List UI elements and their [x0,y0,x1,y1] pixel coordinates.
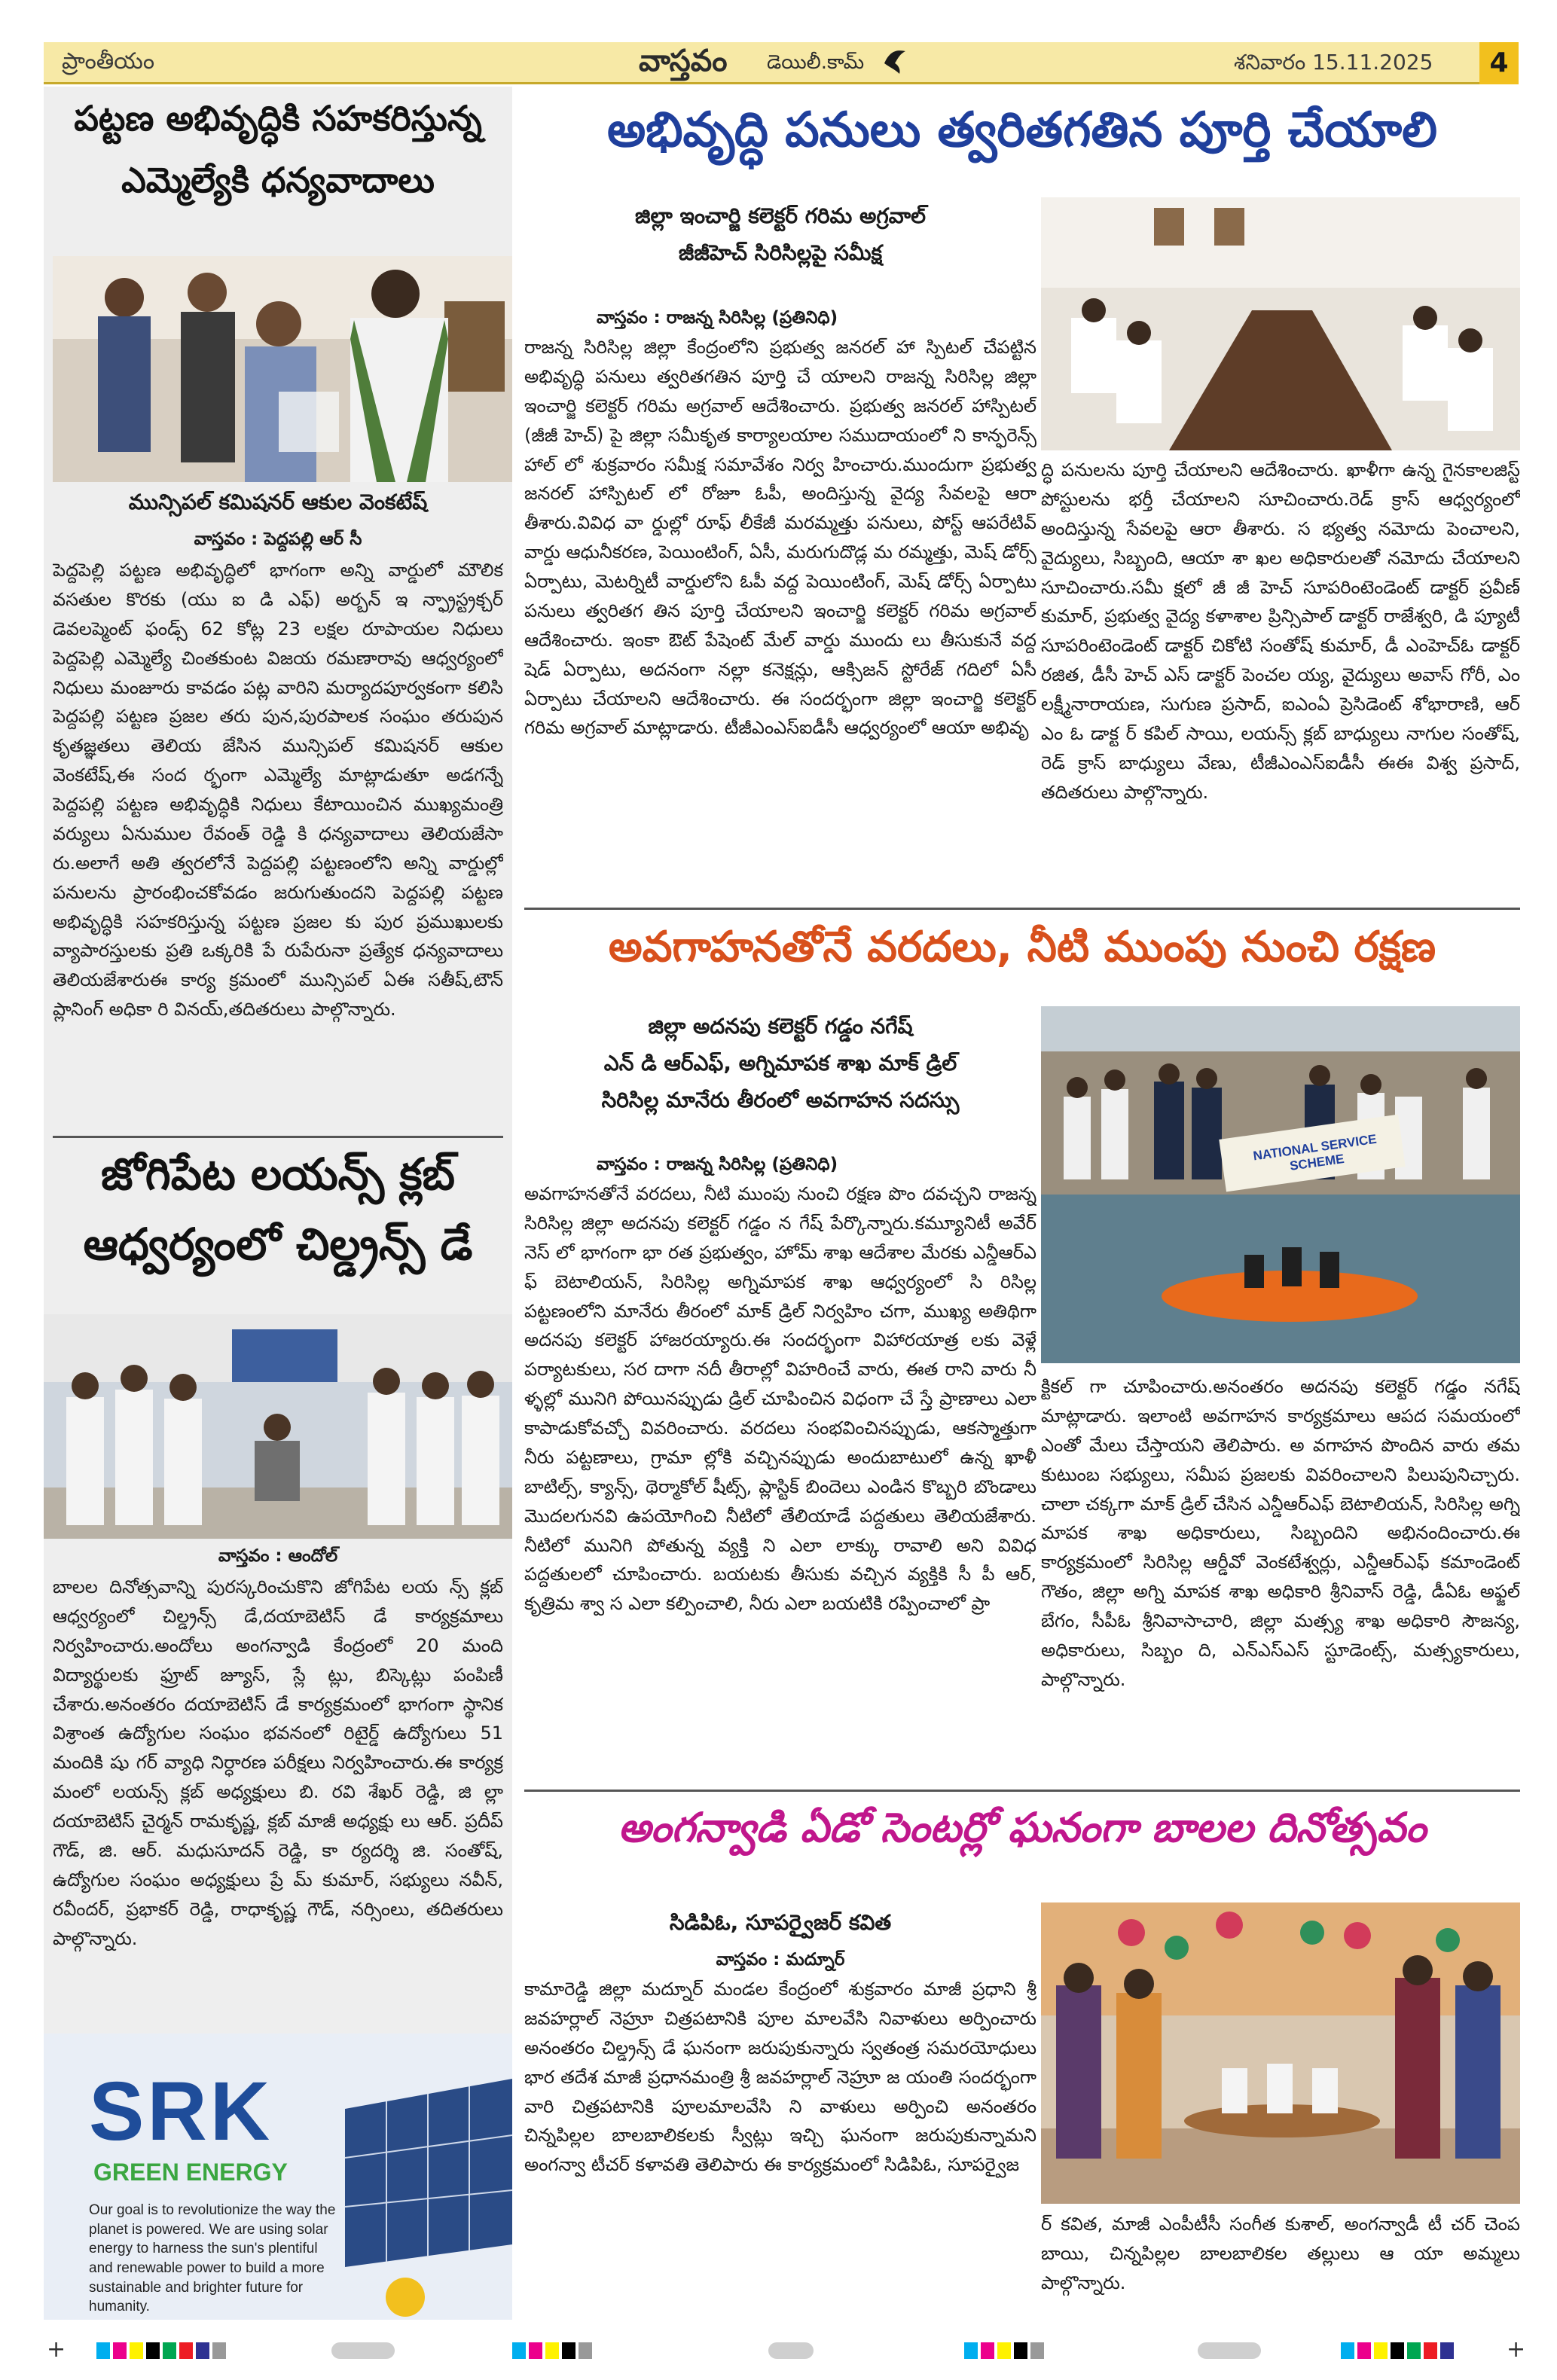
swatch-black [1391,2342,1404,2359]
swatch-cyan [96,2342,110,2359]
story-bottom-sub1: సిడిపిఓ, సూపర్వైజర్ కవిత [669,1910,892,1935]
story-mid-subheads [524,1008,1036,1151]
story-bottom-body-col1: కామారెడ్డి జిల్లా మద్నూర్ మండల కేంద్రంలో శుక్రవారం మాజీ ప్రధాని శ్రీ జవహర్లాల్ నెహ్రూ చిత్రపటానికి పూల మాలవేసి నివాళులు అర్పించారు అనంతరం చిల్డ్రన్స్ డే ఘనంగా జరుపుకున్నారు స్వతంత్ర సమరయోధులు భార తదేశ మాజీ ప్రధానమంత్రి శ్రీ జవహర్లాల్ నెహ్రూ జ యంతి సందర్భంగా వారి చిత్రపటానికి పూలమాలవేసి ని వాళులు అర్పించి అనంతరం చిన్నపిల్లల బాలబాలికలకు స్వీట్లు ఇచ్చి ఘనంగా జరుపుకున్నామని అంగన్వా టీచర్ కళావతి తెలిపారు ఈ కార్యక్రమంలో సిడిపిఓ, సూపర్వైజ [524,1979,1036,2176]
childrens-day-photo [1041,1902,1520,2204]
story-mid-headline-box [524,920,1520,996]
ad-logo: SRK [89,2065,273,2158]
mock-drill-graphic [1041,1006,1520,1363]
story1-photo-graphic [53,256,512,482]
swatch-yellow [1374,2342,1388,2359]
solar-panel-icon [315,2079,512,2320]
divider [524,908,1520,910]
story-mid-sub3: సిరిసిల్ల మానేరు తీరంలో అవగాహన సదస్సు [601,1088,960,1112]
review-meeting-photo [1041,197,1520,450]
story2-body: బాలల దినోత్సవాన్ని పురస్కరించుకొని జోగిపేట లయ న్స్ క్లబ్ ఆధ్వర్యంలో చిల్డ్రన్స్ డే,దయాబెటిస్ డే కార్యక్రమాలు నిర్వహించారు.అందోలు అంగన్వాడి కేంద్రంలో 20 మంది విద్యార్థులకు ఫ్రూట్ జ్యూస్, స్లే ట్లు, బిస్కెట్లు పంపిణీ చేశారు.అనంతరం దయాబెటిస్ డే కార్యక్రమంలో భాగంగా స్థానిక విశ్రాంత ఉద్యోగుల సంఘం భవనంలో రిటైర్డ్ ఉద్యోగులు 51 మందికి షు గర్ వ్యాధి నిర్ధారణ పరీక్షలు నిర్వహించారు.ఈ కార్యక్ర మంలో లయన్స్ క్లబ్ అధ్యక్షులు బి. రవి శేఖర్ రెడ్డి, జి ల్లా దయాబెటిస్ చైర్మన్ రామకృష్ణ, క్లబ్ మాజీ అధ్యక్షు లు ఆర్. ప్రదీప్ గౌడ్, జి. ఆర్. మధుసూదన్ రెడ్డి, కా ర్యదర్శి జి. సంతోష్, ఉద్యోగుల సంఘం అధ్యక్షులు ప్రే మ్ కుమార్, సభ్యులు నవీన్, రవీందర్, ప్రభాకర్ రెడ్డి, రాధాకృష్ణ గౌడ్, నర్సింలు, తదితరులు పాల్గొన్నారు. [53,1576,503,1949]
story-bottom-body-col2: ర్ కవిత, మాజీ ఎంపీటీసీ సంగీత కుశాల్, అంగన్వాడీ టీ చర్ చెంప బాయి, చిన్నపిల్లల బాలబాలికల తల్లులు ఆ యా అమ్మలు పాల్గొన్నారు. [1041,2214,1520,2293]
story-mid-body-col2: క్టికల్ గా చూపించారు.అనంతరం అదనపు కలెక్టర్ గడ్డం నగేష్ మాట్లాడారు. ఇలాంటి అవగాహన కార్యక్రమాలు ఆపద సమయంలో ఎంతో మేలు చేస్తాయని తెలిపారు. అ వగాహన పొందిన వారు తమ కుటుంబ సభ్యులు, సమీప ప్రజలకు వివరించాలని పిలుపునిచ్చారు. చాలా చక్కగా మాక్ డ్రిల్ చేసిన ఎన్డీఆర్ఎఫ్ బెటాలియన్, సిరిసిల్ల అగ్ని మాపక శాఖ అధికారులు, సిబ్బందిని అభినందించారు.ఈ కార్యక్రమంలో సిరిసిల్ల ఆర్డీవో వెంకటేశ్వర్లు, ఎన్డీఆర్ఎఫ్ కమాండెంట్ గౌతం, జిల్లా అగ్ని మాపక శాఖ అధికారి శ్రీనివాస్ రెడ్డి, డీఏఓ అఫ్జల్ బేగం, సీపీఓ శ్రీనివాసాచారి, జిల్లా మత్స్య శాఖ అధికారి సౌజన్య, అధికారులు, సిబ్బం ది, ఎన్ఎస్ఎస్ స్టూడెంట్స్, మత్స్యకారులు, పాల్గొన్నారు. [1041,1376,1520,1690]
story-bottom-col2-box [1041,2210,1520,2315]
story-mid-col1-box [524,1179,1036,1782]
swatch-grey [1030,2342,1044,2359]
story-top-dateline-box [524,304,1036,334]
story-mid-body-col1: అవగాహనతోనే వరదలు, నీటి ముంపు నుంచి రక్షణ పొం దవచ్చని రాజన్న సిరిసిల్ల జిల్లా అదనపు కలెక్టర్ గడ్డం న గేష్ పేర్కొన్నారు.కమ్యూనిటీ అవేర్ నెస్ లో భాగంగా భా రత ప్రభుత్వం, హోమ్ శాఖ ఆదేశాల మేరకు ఎన్డీఆర్ఎ ఫ్ బెటాలియన్, సిరిసిల్ల అగ్నిమాపక శాఖ ఆధ్వర్యంలో సి రిసిల్ల పట్టణంలోని మానేరు తీరంలో మాక్ డ్రిల్ నిర్వహిం చగా, ముఖ్య అతిథిగా అదనపు కలెక్టర్ హాజరయ్యారు.ఈ సందర్భంగా విహారయాత్ర లకు వెళ్లే పర్యాటకులు, సర దాగా నదీ తీరాల్లో విహరించే వారు, ఈత రాని వారు నీ ళ్ళల్లో మునిగి పోయినప్పుడు డ్రిల్ చూపించిన విధంగా చే స్తే ప్రాణాలు ఎలా కాపాడుకోవచ్చో వివరించారు. వరదలు సంభవించినప్పుడు, ఆకస్మాత్తుగా నీరు పట్టణాలు, గ్రామా ల్లోకి వచ్చినప్పుడు అందుబాటులో ఉన్న ఖాళీ బాటిల్స్, క్యాన్స్, థెర్మాకోల్ షీట్స్, ప్లాస్టిక్ బిందెలు ఎండిన కొబ్బరి బొండాలు మొదలగునవి ఉపయోగించి నీటిలో తేలియాడే పద్దతులు తెలియజేశారు. నీటిలో మునిగి పోతున్న వ్యక్తి ని ఎలా లాక్కు రావాలి అని వివిధ పద్దతులలో చూపించారు. బయటకు తీసుకు వచ్చిన వ్యక్తికి సీ పీ ఆర్, కృత్రిమ శ్వా స ఎలా కల్పించాలి, నీరు ఎలా బయటికి రప్పించాలో ప్రా [524,1183,1036,1615]
story-bottom-headline: అంగన్వాడి ఏడో సెంటర్లో ఘనంగా బాలల దినోత్సవం [618,1804,1427,1851]
story-top-col2-box [1041,456,1520,902]
crosshair-icon: + [1507,2336,1526,2363]
swatch-green [1407,2342,1421,2359]
swatch-red [179,2342,193,2359]
divider [524,1790,1520,1792]
story1-body-box [53,556,503,1128]
swatch-cyan [512,2342,526,2359]
story-bottom-dateline-box [524,1946,1036,1976]
print-registration-bar [0,2335,1557,2365]
section-label: ప్రాంతీయం [62,48,155,75]
page-number: 4 [1479,42,1519,84]
ad-text: Our goal is to revolutionize the way the planet is powered. We are using solar energy to harness the sun's plentiful and renewable power to build a more sustainable and brighter future for humanity. [89,2202,336,2315]
swatch-black [562,2342,575,2359]
story-top-sub2: జీజీహెచ్ సిరిసిల్లపై సమీక్ష [678,240,883,265]
ad-tagline: GREEN ENERGY [93,2159,288,2186]
story1-dateline: వాస్తవం : పెద్దపల్లి ఆర్ సీ [194,529,362,549]
story1-photo [53,256,512,482]
story-top-headline-box [524,99,1520,182]
story-mid-dateline: వాస్తవం : రాజన్న సిరిసిల్ల (ప్రతినిధి) [597,1155,838,1174]
swatch-black [146,2342,160,2359]
srk-green-energy-ad [44,2034,512,2320]
bird-logo-icon [881,47,908,77]
crosshair-icon: + [47,2336,66,2363]
swatch-pill [768,2342,814,2359]
brand-name: వాస్తవం [639,44,728,78]
swatch-magenta [529,2342,542,2359]
swatch-cyan [1341,2342,1354,2359]
swatch-magenta [113,2342,127,2359]
story2-body-box [53,1573,503,2025]
story-bottom-headline-box [524,1802,1520,1884]
story-top-col1-box [524,333,1036,902]
story-mid-col2-box [1041,1372,1520,1782]
swatch-magenta [981,2342,994,2359]
story2-dateline-box [53,1542,503,1573]
story1-dateline-box [53,526,503,556]
story-mid-dateline-box [524,1151,1036,1181]
story-top-headline: అభివృద్ధి పనులు త్వరితగతిన పూర్తి చేయాలి [606,102,1438,158]
swatch-pill [331,2342,395,2359]
story1-subheading-box [53,484,503,524]
childrens-day-graphic [1041,1902,1520,2204]
swatch-red [1424,2342,1437,2359]
story2-headline: జోగిపేట లయన్స్ క్లబ్ ఆధ్వర్యంలో చిల్డ్రన్స్ డే [83,1149,473,1271]
story-top-body-col2: ద్ధి పనులను పూర్తి చేయాలని ఆదేశించారు. ఖాళీగా ఉన్న గైనకాలజిస్ట్ పోస్టులను భర్తీ చేయాలని సూచించారు.రెడ్ క్రాస్ ఆధ్వర్యంలో అందిస్తున్న సేవలపై ఆరా తీశారు. స భ్యత్వ నమోదు పెంచాలని, వైద్యులు, సిబ్బంది, ఆయా శా ఖల అధికారులతో నమోదు చేయాలని సూచించారు.సమీ క్షలో జీ జీ హెచ్ సూపరింటెండెంట్ డాక్టర్ ప్రవీణ్ కుమార్, ప్రభుత్వ వైద్య కళాశాల ప్రిన్సిపాల్ డాక్టర్ రాజేశ్వరి, డి ప్యూటీ సూపరింటెండెంట్ డాక్టర్ చికోటి సంతోష్ కుమార్, డీ ఎంహెచ్ఓ డాక్టర్ రజిత, డీసీ హెచ్ ఎస్ డాక్టర్ పెంచల య్య, వైద్యులు అవాస్ గోరీ, ఎం లక్ష్మీనారాయణ, సుగుణ ప్రసాద్, ఐఎంఏ ప్రెసిడెంట్ శోభారాణి, ఆర్ ఎం ఓ డాక్ట ర్ కపిల్ సాయి, లయన్స్ క్లబ్ బాధ్యులు నాగుల సంతోష్, రెడ్ క్రాస్ బాధ్యులు వేణు, టీజీఎంఎస్ఐడీసీ ఈఈ విశ్వ ప్రసాద్, తదితరులు పాల్గొన్నారు. [1041,459,1520,803]
story2-photo-graphic [44,1314,512,1539]
story1-headline: పట్టణ అభివృద్ధికి సహకరిస్తున్న ఎమ్మెల్యేకి ధన్యవాదాలు [74,98,482,200]
story1-body: పెద్దపెల్లి పట్టణ అభివృద్ధిలో భాగంగా అన్ని వార్డులో మౌలిక వసతుల కొరకు (యు ఐ డి ఎఫ్) అర్బన్ ఇ న్ఫ్రాస్ట్రక్చర్ డెవలప్మెంట్ ఫండ్స్ 62 కోట్ల 23 లక్షల రూపాయల నిధులు పెద్దపెల్లి ఎమ్మెల్యే చింతకుంట విజయ రమణారావు ఆధ్వర్యంలో నిధులు మంజూరు కావడం పట్ల వారిని మర్యాదపూర్వకంగా కలిసి పెద్దపల్లి పట్టణ ప్రజల తరు పున,పురపాలక సంఘం తరుపున కృతజ్ఞతలు తెలియ జేసిన మున్సిపల్ కమిషనర్ ఆకుల వెంకటేష్,ఈ సంద ర్భంగా ఎమ్మెల్యే మాట్లాడుతూ అడగన్నే పెద్దపల్లి పట్టణ అభివృద్ధికి నిధులు కేటాయించిన ముఖ్యమంత్రి వర్యులు ఏనుముల రేవంత్ రెడ్డి కి ధన్యవాదాలు తెలియజేసా రు.అలాగే అతి త్వరలోనే పెద్దపల్లి పట్టణంలోని అన్ని వార్డుల్లో పనులను ప్రారంభించకోవడం జరుగుతుందని పెద్దపల్లి పట్టణ అభివృద్ధికి సహకరిస్తున్న పట్టణ ప్రజల కు పుర ప్రముఖులకు వ్యాపారస్తులకు ప్రతి ఒక్కరికి పే రుపేరునా ప్రత్యేక ధన్యవాదాలు తెలియజేశారుఈ కార్య క్రమంలో మున్సిపల్ ఏఈ సతీష్,టౌన్ ప్లానింగ్ అధికా రి వినయ్,తదితరులు పాల్గొన్నారు. [53,560,503,1021]
story1-subheading: మున్సిపల్ కమిషనర్ ఆకుల వెంకటేష్ [128,490,428,514]
swatch-grey [212,2342,226,2359]
mock-drill-photo [1041,1006,1520,1363]
nss-banner-text: NATIONAL SERVICE SCHEME [1252,1131,1378,1173]
swatch-yellow [130,2342,143,2359]
story-bottom-subhead-box [524,1904,1036,1946]
swatch-blue [1440,2342,1454,2359]
story-bottom-dateline: వాస్తవం : మద్నూర్ [716,1950,845,1970]
story-bottom-col1-box [524,1975,1036,2321]
swatch-blue [196,2342,209,2359]
issue-date: శనివారం 15.11.2025 [1234,50,1433,75]
swatch-yellow [997,2342,1011,2359]
divider [53,1136,503,1138]
swatch-black [1014,2342,1027,2359]
story-mid-sub2: ఎన్ డి ఆర్ఎఫ్, అగ్నిమాపక శాఖ మాక్ డ్రిల్ [603,1051,957,1076]
swatch-cyan [964,2342,978,2359]
swatch-grey [579,2342,592,2359]
story-top-sub1: జిల్లా ఇంచార్జి కలెక్టర్ గరిమ అగ్రవాల్ [635,203,926,228]
story-top-dateline: వాస్తవం : రాజన్న సిరిసిల్ల (ప్రతినిధి) [597,308,838,328]
story-mid-headline: అవగాహనతోనే వరదలు, నీటి ముంపు నుంచి రక్షణ [608,923,1436,972]
story2-photo [44,1314,512,1539]
swatch-yellow [545,2342,559,2359]
story-top-subheads [524,197,1036,303]
story-mid-sub1: జిల్లా అదనపు కలెక్టర్ గడ్డం నగేష్ [648,1014,913,1039]
swatch-pill [1198,2342,1261,2359]
swatch-magenta [1357,2342,1371,2359]
story-top-body-col1: రాజన్న సిరిసిల్ల జిల్లా కేంద్రంలోని ప్రభుత్వ జనరల్ హా స్పిటల్ చేపట్టిన అభివృద్ధి పనులు త్వరితగతిన పూర్తి చే యాలని రాజన్న సిరిసిల్ల జిల్లా ఇంచార్జి కలెక్టర్ గరిమ అగ్రవాల్ ఆదేశించారు. ప్రభుత్వ జనరల్ హాస్పిటల్ (జీజీ హెచ్) పై జిల్లా సమీకృత కార్యాలయాల సముదాయంలో ని కాన్ఫరెన్స్ హాల్ లో శుక్రవారం సమీక్ష సమావేశం నిర్వ హించారు.ముందుగా ప్రభుత్వ జనరల్ హాస్పిటల్ లో రోజూ ఓపీ, అందిస్తున్న వైద్య సేవలపై ఆరా తీశారు.వివిధ వా ర్డుల్లో రూఫ్ లీకేజీ మరమ్మత్తు పనులు, పోస్ట్ ఆపరేటివ్ వార్డు ఆధునీకరణ, పెయింటింగ్, ఏసీ, మరుగుదొడ్ల మ రమ్మత్తు, మెష్ డోర్స్ ఏర్పాటు, మెటర్నిటీ వార్డులోని ఓపీ వద్ద పెయింటింగ్, మెష్ డోర్స్ ఏర్పాటు పనులు త్వరితగ తిన పూర్తి చేయాలని ఇంచార్జి కలెక్టర్ గరిమ అగ్రవాల్ ఆదేశించారు. ఇంకా ఔట్ పేషెంట్ మేల్ వార్డు ముందు లు తీసుకునే వద్ద షెడ్ ఏర్పాటు, అదనంగా నల్లా కనెక్షన్లు, ఆక్సిజన్ స్టోరేజ్ గదిలో ఏసీ ఏర్పాటు చేయాలని ఆదేశించారు. ఈ సందర్భంగా జిల్లా ఇంచార్జి కలెక్టర్ గరిమ అగ్రవాల్ మాట్లాడారు. టీజీఎంఎస్ఐడీసీ ఆధ్వర్యంలో ఆయా అభివృ [524,337,1036,739]
swatch-green [163,2342,176,2359]
story2-dateline: వాస్తవం : ఆందోల్ [218,1546,338,1566]
masthead [44,42,1519,84]
review-meeting-graphic [1041,197,1520,450]
brand-suffix: డెయిలీ.కామ్ [767,51,865,74]
